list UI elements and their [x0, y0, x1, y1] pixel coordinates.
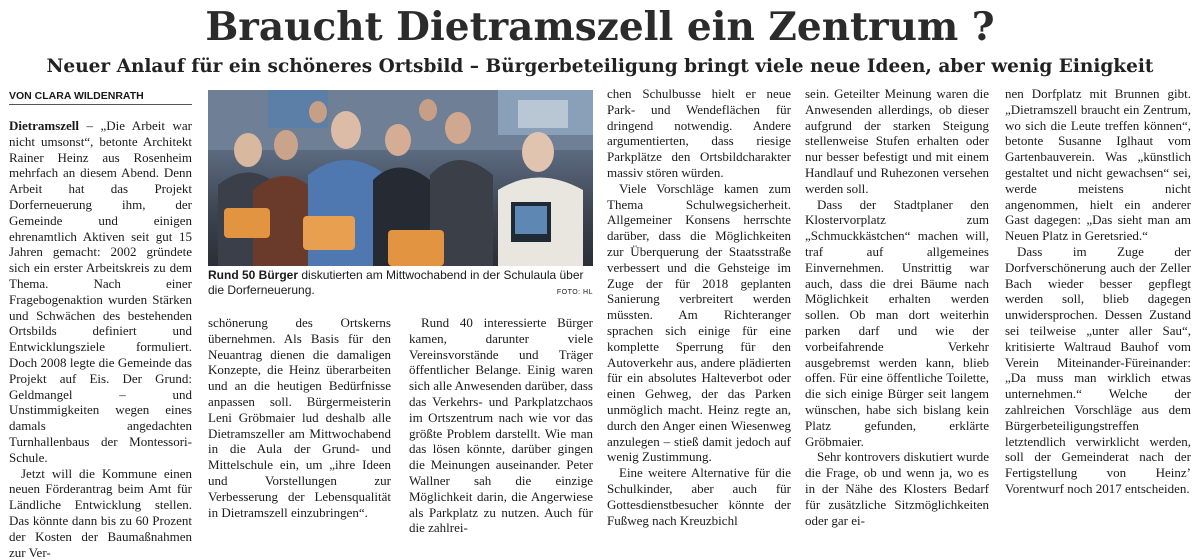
paragraph: Viele Vorschläge kamen zum Thema Schulwegsicherheit. Allgemeiner Konsens herrschte darüber, dass die Möglichkeiten zur Überquerung der Staatsstraße verbessert und die Gehsteige im Zuge der für 2018 geplanten Sanierung verbreitert werden müssten. Am Richteranger sprachen sich einige für eine komplette Sperrung für den Autoverkehr aus, andere plädierten für ein absolutes Halteverbot oder einen Gehweg, der das Parken unmöglich macht. Heinz regte an, durch den Anger einen Wiesenweg anzulegen – stieß damit jedoch auf wenig Zustimmung. — [607, 180, 791, 465]
photo-caption — [208, 268, 593, 298]
paragraph: Sehr kontrovers diskutiert wurde die Frage, ob und wenn ja, wo es in der Nähe des Klosters Bedarf für zusätzliche Sitzmöglichkeiten oder gar ei- — [805, 449, 989, 528]
column-4 — [607, 86, 791, 550]
paragraph: Eine weitere Alternative für die Schulkinder, aber auch für Gottesdienstbesucher könnte der Fußweg nach Kreuzbichl — [607, 465, 791, 528]
article-photo — [208, 90, 593, 266]
paragraph: Dass der Stadtplaner den Klostervorplatz zum „Schmuckkästchen“ machen will, traf auf allgemeines Einvernehmen. Unstrittig war auch, dass die drei Bäume nach Möglichkeit erhalten werden sollen. Ob man dort weiterhin parken darf und wie der vorbeifahrende Verkehr ausgebremst werden kann, blieb offen. Für eine öffentliche Toilette, die sich einige Bürger seit langem wünschen, habe sich bislang kein Platz gefunden, erklärte Gröbmaier. — [805, 196, 989, 449]
caption-text: diskutierten am Mittwochabend in der Schulaula über die Dorferneuerung. — [208, 268, 584, 297]
column-2 — [208, 315, 391, 550]
headline: Braucht Dietramszell ein Zentrum ? — [205, 4, 995, 50]
paragraph: chen Schulbusse hielt er neue Park- und Wendeflächen für dringend notwendig. Andere argumentierten, dass riesige Parkplätze den Ortsbildcharakter massiv stören würden. — [607, 86, 791, 180]
column-1 — [9, 118, 192, 560]
paragraph: nen Dorfplatz mit Brunnen gibt. „Dietramszell braucht ein Zentrum, wo sich die Leute treffen können“, betonte Susanne Iglhaut vom Gartenbauverein. Was „künstlich gestaltet und nicht gewachsen“ sei, werde meistens nicht angenommen, hielt ein anderer Gast dagegen: „Das sieht man am Neuen Platz in Geretsried.“ — [1005, 86, 1191, 244]
photo-credit: FOTO: HL — [556, 289, 593, 296]
paragraph: Jetzt will die Kommune einen neuen Förderantrag beim Amt für Ländliche Entwicklung stellen. Das könnte dann bis zu 60 Prozent der Kosten der Baumaßnahmen zur Ver- — [9, 465, 192, 560]
column-3 — [409, 315, 593, 550]
dateline: Dietramszell — [9, 118, 80, 133]
audience-photo-illustration — [208, 90, 593, 266]
caption-bold: Rund 50 Bürger — [208, 268, 299, 282]
paragraph: sein. Geteilter Meinung waren die Anwesenden allerdings, ob dieser aufgrund der starken Steigung stellenweise Stufen erhalten oder nur besser befestigt und mit einem Handlauf und Ruhezonen versehen werden soll. — [805, 86, 989, 196]
paragraph — [9, 118, 192, 466]
paragraph: Rund 40 interessierte Bürger kamen, darunter viele Vereinsvorstände und Träger öffentlicher Belange. Einig waren sich alle Anwesenden darüber, dass das Verkehrs- und Parkplatzchaos im Ortszentrum nach wie vor das größte Problem darstellt. Wie man das lösen könnte, darüber gingen die Meinungen auseinander. Peter Wallner sah die einzige Möglichkeit darin, die Angerwiese als Parkplatz zu nutzen. Auch für die zahlrei- — [409, 315, 593, 536]
subheadline: Neuer Anlauf für ein schöneres Ortsbild – Bürgerbeteiligung bringt viele neue Ideen, aber wenig Einigkeit — [46, 56, 1154, 77]
paragraph: schönerung des Ortskerns übernehmen. Als Basis für den Neuantrag dienen die damaligen Konzepte, die Heinz überarbeiten und an die heutigen Bedürfnisse anpassen soll. Bürgermeisterin Leni Gröbmaier lud deshalb alle Dietramszeller am Mittwochabend in die Aula der Grund- und Mittelschule ein, um „ihre Ideen und Vorstellungen zur Verbesserung der Lebensqualität in Dietramszell einzubringen“. — [208, 315, 391, 520]
column-6 — [1005, 86, 1191, 550]
byline: VON CLARA WILDENRATH — [9, 90, 192, 105]
column-5 — [805, 86, 989, 550]
paragraph-text: – „Die Arbeit war nicht umsonst“, betonte Architekt Rainer Heinz aus Rosenheim mehrfach an diesem Abend. Denn Arbeit hat das Projekt Dorferneuerung ihm, der Gemeinde und einigen ehrenamtlich Aktiven seit gut 15 Jahren gemacht: 2002 gründete sich ein erster Arbeitskreis zu dem Thema. Nach einer Fragebogenaktion wurden Stärken und Schwächen des bestehenden Ortsbilds definiert und Entwicklungsziele formuliert. Doch 2008 legte die Gemeinde das Projekt auf Eis. Der Grund: Geldmangel – und Unstimmigkeiten wegen eines damals angedachten Turnhallenbaus der Montessori-Schule. — [9, 118, 192, 465]
paragraph: Dass im Zuge der Dorfverschönerung auch der Zeller Bach wieder besser gepflegt werden soll, blieb dagegen unwidersprochen. Dessen Zustand sei teilweise „unter aller Sau“, kritisierte Waltraud Bauhof vom Verein Miteinander-Füreinander: „Da muss man wirklich etwas unternehmen.“ Welche der zahlreichen Vorschläge aus dem Bürgerbeteiligungstreffen letztendlich verwirklicht werden, soll der Gemeinderat nach der Fertigstellung von Heinz’ Vorentwurf noch 2017 entscheiden. — [1005, 243, 1191, 496]
